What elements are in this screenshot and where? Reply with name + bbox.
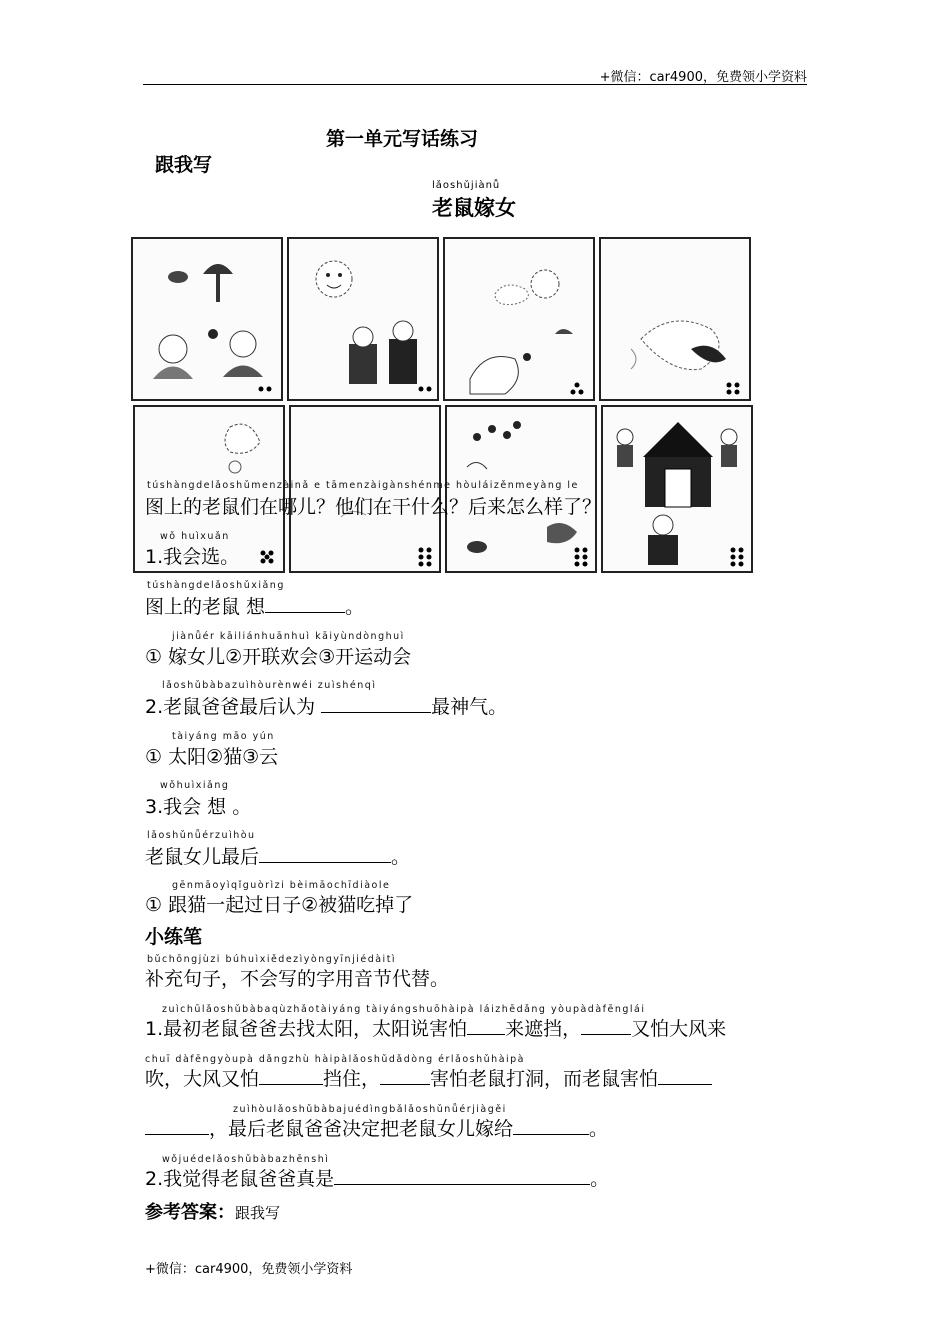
- ex1-blank-1[interactable]: [467, 1016, 505, 1035]
- ex1-line3-a: ，最后老鼠爸爸决定把老鼠女儿嫁给: [209, 1118, 514, 1140]
- ex1-line-1: [145, 1014, 726, 1041]
- section-follow-me-write: 跟我写: [155, 154, 213, 176]
- ex1-line-3: [145, 1114, 608, 1141]
- ex1-line2-c: 害怕老鼠打洞，而老鼠害怕: [430, 1068, 659, 1090]
- panel-3-cloud: [443, 237, 595, 401]
- answers-line: [145, 1198, 280, 1224]
- header-text: +微信：car4900，免费领小学资料: [599, 70, 807, 85]
- ex2-text: 2.我觉得老鼠爸爸真是: [145, 1168, 335, 1190]
- ex1-pinyin-2: chuī dàfēngyòupà dǎngzhù hàipàlǎoshǔdǎdòng érlǎoshǔhàipà: [145, 1054, 526, 1065]
- q1-blank[interactable]: [265, 594, 345, 613]
- cloud-illustration: [445, 239, 593, 399]
- ex1-blank-2[interactable]: [581, 1016, 631, 1035]
- q2-options: ① 太阳②猫③云: [145, 746, 279, 768]
- q1-text-end: 。: [345, 596, 365, 618]
- ex1-line-2: [145, 1064, 712, 1091]
- q2-blank[interactable]: [321, 694, 431, 713]
- q3-pinyin: wǒhuìxiǎng: [160, 780, 230, 791]
- header-divider: [143, 84, 807, 85]
- select-label-pinyin: wǒ huìxuǎn: [160, 531, 230, 542]
- footer-text: +微信：car4900，免费领小学资料: [145, 1262, 353, 1277]
- ex1-pinyin-3: zuìhòulǎoshǔbàbajuédìngbǎlǎoshǔnǚérjiàgěi: [233, 1104, 507, 1115]
- panel-8-wedding: [601, 405, 753, 573]
- ex1-line3-b: 。: [589, 1118, 609, 1140]
- q3-line-text: 老鼠女儿最后: [145, 846, 260, 868]
- ex2-pinyin: wǒjuédelǎoshǔbàbazhēnshì: [162, 1154, 330, 1165]
- ex1-line2-a: 吹，大风又怕: [145, 1068, 260, 1090]
- q1-options-pinyin: jiànǚér kāiliánhuānhuì kāiyùndònghuì: [172, 631, 405, 642]
- section-practice: 小练笔: [145, 926, 203, 948]
- answers-label: 参考答案：: [145, 1202, 235, 1223]
- panel-2-sun: [287, 237, 439, 401]
- ex1-line1-b: 来遮挡，: [505, 1018, 582, 1040]
- q3-line-end: 。: [391, 846, 411, 868]
- ex1-blank-4[interactable]: [380, 1066, 430, 1085]
- q2-line: [145, 692, 507, 719]
- instruction-pinyin: bǔchōngjùzi búhuìxiědezìyòngyīnjiédàitì: [147, 954, 397, 965]
- q1-options: ① 嫁女儿②开联欢会③开运动会: [145, 646, 412, 668]
- ex1-blank-5[interactable]: [658, 1066, 712, 1085]
- ex1-line1-c: 又怕大风来: [631, 1018, 727, 1040]
- q2-text-end: 最神气。: [431, 696, 508, 718]
- wind-illustration: [601, 239, 749, 399]
- wedding-illustration: [603, 407, 751, 571]
- ex1-blank-6[interactable]: [145, 1116, 209, 1135]
- story-title-pinyin: lǎoshǔjiànǚ: [432, 180, 501, 191]
- umbrella-mice-illustration: [133, 239, 281, 399]
- q3-line: [145, 842, 410, 869]
- panel-4-wind: [599, 237, 751, 401]
- q2-text: 2.老鼠爸爸最后认为: [145, 696, 322, 718]
- instruction-text: 补充句子，不会写的字用音节代替。: [145, 968, 450, 990]
- ex1-blank-7[interactable]: [513, 1116, 589, 1135]
- panel-1-umbrella-mice: [131, 237, 283, 401]
- q3-line-pinyin: lǎoshǔnǚérzuìhòu: [147, 830, 256, 841]
- ex2-text-end: 。: [590, 1168, 610, 1190]
- ex1-pinyin-1: zuìchūlǎoshǔbàbaqùzhǎotàiyáng tàiyángshuōhàipà láizhēdǎng yòupàdàfēnglái: [162, 1004, 646, 1015]
- ex2-line: [145, 1164, 609, 1191]
- answers-text: 跟我写: [235, 1204, 281, 1222]
- q2-options-pinyin: tàiyáng māo yún: [172, 731, 275, 742]
- q1-line: [145, 592, 364, 619]
- ex1-blank-3[interactable]: [259, 1066, 323, 1085]
- question-text: 图上的老鼠们在哪儿？他们在干什么？后来怎么样了？: [145, 496, 602, 518]
- q3-blank[interactable]: [259, 844, 391, 863]
- q3-options-pinyin: gēnmāoyìqǐguòrìzi bèimāochīdiàole: [172, 880, 391, 891]
- ex1-line1-a: 1.最初老鼠爸爸去找太阳，太阳说害怕: [145, 1018, 468, 1040]
- ex2-blank[interactable]: [334, 1166, 590, 1185]
- story-title: 老鼠嫁女: [432, 196, 516, 220]
- q3-text: 3.我会 想 。: [145, 796, 252, 818]
- ex1-line2-b: 挡住，: [323, 1068, 381, 1090]
- question-pinyin: túshàngdelǎoshǔmenzàinǎ e tāmenzàigànshénme hòuláizěnmeyàng le: [147, 480, 579, 491]
- q1-pinyin: túshàngdelǎoshǔxiǎng: [147, 580, 285, 591]
- sun-illustration: [289, 239, 437, 399]
- q1-text: 图上的老鼠 想: [145, 596, 266, 618]
- page-title: 第一单元写话练习: [326, 128, 479, 150]
- q2-pinyin: lǎoshǔbàbazuìhòurènwéi zuìshénqì: [162, 680, 377, 691]
- select-label: 1.我会选。: [145, 546, 240, 568]
- q3-options: ① 跟猫一起过日子②被猫吃掉了: [145, 894, 414, 916]
